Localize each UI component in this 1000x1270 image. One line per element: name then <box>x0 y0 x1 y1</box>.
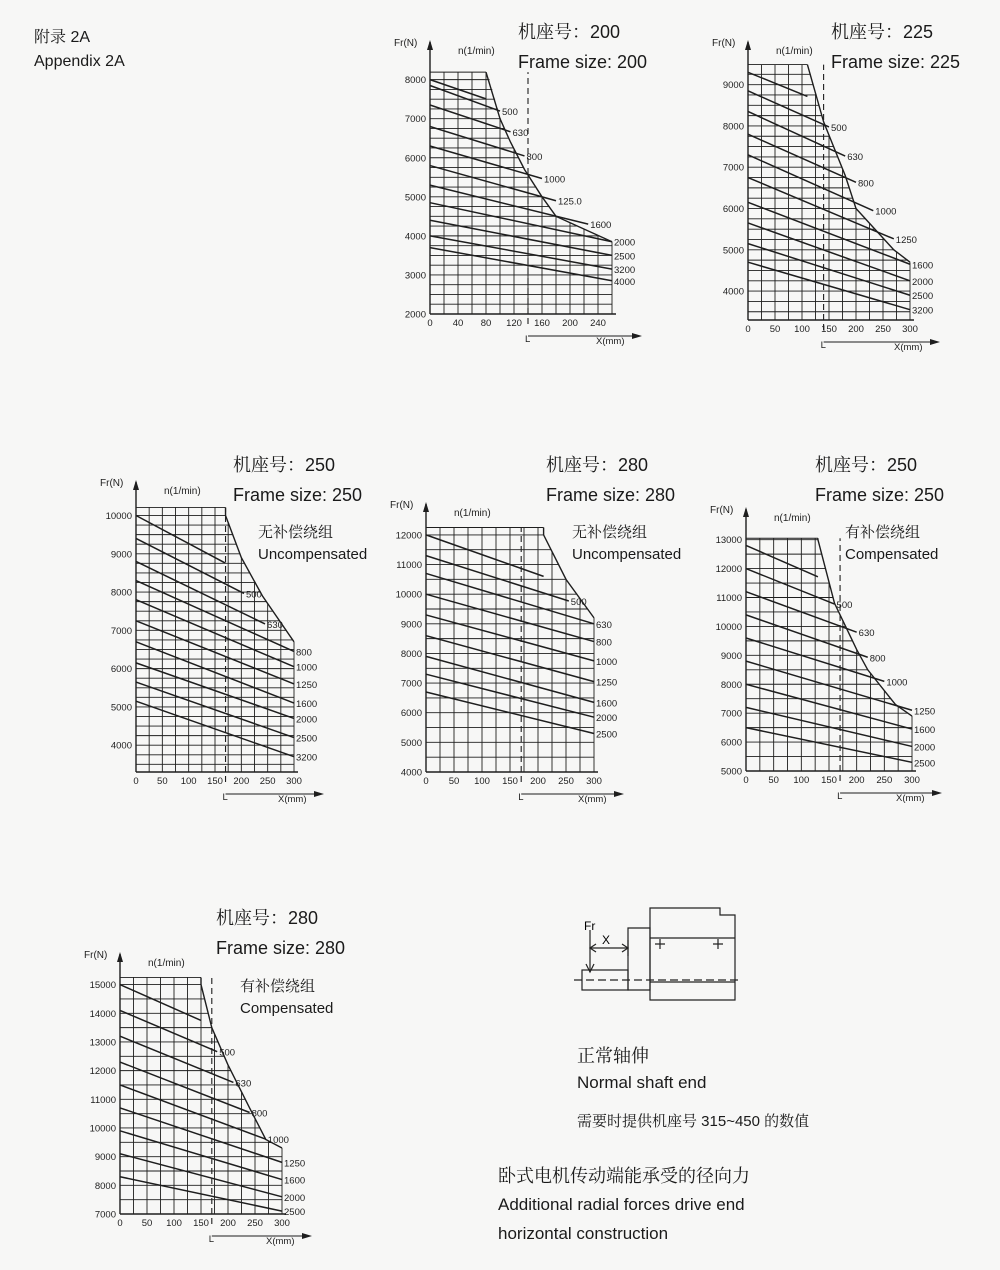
speed-label: 3200 <box>614 265 636 277</box>
x-tick-label: 0 <box>743 775 749 786</box>
y-tick-label: 7000 <box>722 162 744 174</box>
chart-title-zh: 机座号：200 <box>518 22 621 42</box>
x-axis-arrow <box>614 791 624 797</box>
speed-label: 800 <box>251 1108 268 1120</box>
l-label: L <box>525 334 531 345</box>
chart-title-en: Frame size: 250 <box>233 485 363 505</box>
x-tick-label: 50 <box>157 776 168 787</box>
speed-unit-label: n(1/min) <box>776 46 813 57</box>
speed-label: 2500 <box>284 1207 306 1219</box>
chart-subtitle-en: Compensated <box>240 1000 334 1017</box>
x-tick-label: 0 <box>133 776 139 787</box>
y-axis-label: Fr(N) <box>100 478 124 489</box>
x-tick-label: 300 <box>274 1218 290 1229</box>
x-axis-label: X(mm) <box>896 793 925 804</box>
speed-label: 2500 <box>914 758 936 770</box>
y-tick-label: 14000 <box>89 1008 116 1020</box>
y-axis-label: Fr(N) <box>710 505 734 516</box>
x-tick-label: 150 <box>821 775 837 786</box>
speed-label: 1000 <box>267 1135 289 1147</box>
y-tick-label: 11000 <box>396 560 422 572</box>
chart-subtitle-en: Uncompensated <box>572 546 682 563</box>
y-tick-label: 6000 <box>110 664 132 676</box>
x-tick-label: 0 <box>745 324 751 335</box>
y-tick-label: 10000 <box>105 510 132 522</box>
l-label: L <box>222 792 228 803</box>
footer-title-zh: 卧式电机传动端能承受的径向力 <box>498 1166 750 1186</box>
chart-grid <box>748 65 910 320</box>
speed-label: 3200 <box>296 752 318 764</box>
chart-title-en: Frame size: 200 <box>518 52 648 72</box>
x-tick-label: 200 <box>848 775 865 786</box>
y-axis-label: Fr(N) <box>394 38 418 49</box>
y-tick-label: 2000 <box>404 309 426 321</box>
radial-force-chart-frame-200 <box>380 30 636 350</box>
speed-curve <box>746 569 835 604</box>
motor-housing <box>650 908 735 1000</box>
speed-label: 125.0 <box>558 196 582 208</box>
speed-label: 1600 <box>914 725 936 737</box>
speed-curve <box>426 535 544 576</box>
x-label: X <box>602 933 611 947</box>
x-tick-label: 0 <box>117 1218 123 1229</box>
y-tick-label: 8000 <box>722 121 744 133</box>
y-tick-label: 11000 <box>90 1094 116 1106</box>
x-tick-label: 200 <box>530 776 546 787</box>
fr-label: Fr <box>584 919 596 933</box>
chart-title-zh: 机座号：280 <box>546 455 649 475</box>
chart-title-zh: 机座号：280 <box>216 908 319 928</box>
radial-force-chart-frame-280-uncompensated <box>380 490 620 810</box>
x-tick-label: 160 <box>534 318 550 329</box>
y-axis-arrow <box>133 480 139 490</box>
speed-curve <box>430 220 612 255</box>
chart-subtitle-en: Uncompensated <box>258 546 368 563</box>
chart-title-en: Frame size: 225 <box>831 52 961 72</box>
y-tick-label: 15000 <box>89 980 116 992</box>
y-tick-label: 10000 <box>715 621 742 633</box>
diagram-caption-en: Normal shaft end <box>577 1073 707 1092</box>
y-axis-arrow <box>745 40 751 50</box>
x-tick-label: 80 <box>480 318 492 329</box>
y-tick-label: 7000 <box>110 625 132 637</box>
chart-title-zh: 机座号：250 <box>233 455 336 475</box>
x-tick-label: 50 <box>141 1218 153 1229</box>
y-axis-arrow <box>117 952 123 962</box>
speed-label: 3200 <box>912 305 934 317</box>
y-tick-label: 9000 <box>110 549 132 561</box>
x-tick-label: 200 <box>233 776 250 787</box>
y-tick-label: 10000 <box>395 589 422 601</box>
x-axis-label: X(mm) <box>596 336 625 347</box>
x-axis-label: X(mm) <box>894 342 923 353</box>
x-tick-label: 300 <box>286 776 302 787</box>
x-tick-label: 150 <box>821 324 837 335</box>
x-tick-label: 250 <box>247 1218 263 1229</box>
y-tick-label: 4000 <box>722 286 744 298</box>
speed-label: 1250 <box>296 679 318 691</box>
chart-subtitle-zh: 无补偿绕组 <box>572 524 648 541</box>
speed-curve <box>746 545 818 576</box>
speed-label: 500 <box>831 122 847 134</box>
speed-curve <box>430 166 556 201</box>
x-tick-label: 250 <box>259 776 276 787</box>
y-tick-label: 5000 <box>722 245 744 257</box>
radial-force-chart-frame-225 <box>690 30 940 353</box>
speed-label: 2500 <box>296 733 318 745</box>
y-tick-label: 5000 <box>720 766 742 778</box>
x-axis-arrow <box>314 791 324 797</box>
speed-label: 1600 <box>296 699 318 711</box>
chart-title-zh: 机座号：250 <box>815 455 918 475</box>
y-tick-label: 6000 <box>720 737 742 749</box>
l-label: L <box>518 792 524 803</box>
speed-unit-label: n(1/min) <box>454 508 491 519</box>
speed-label: 1000 <box>596 656 618 668</box>
footer-title-en-1: Additional radial forces drive end <box>498 1195 745 1214</box>
speed-label: 800 <box>869 653 886 665</box>
speed-unit-label: n(1/min) <box>148 958 185 969</box>
speed-label: 800 <box>296 647 312 659</box>
appendix-label-en: Appendix 2A <box>34 53 125 70</box>
speed-label: 500 <box>836 600 853 612</box>
y-tick-label: 7000 <box>720 708 742 720</box>
y-axis-arrow <box>743 507 749 517</box>
y-tick-label: 8000 <box>400 648 422 660</box>
x-tick-label: 250 <box>876 775 893 786</box>
speed-label: 500 <box>219 1047 236 1059</box>
chart-grid <box>136 507 294 772</box>
y-tick-label: 8000 <box>404 75 426 87</box>
x-axis-arrow <box>932 790 942 796</box>
speed-label: 4000 <box>614 276 636 288</box>
y-tick-label: 13000 <box>89 1037 116 1049</box>
chart-subtitle-zh: 有补偿绕组 <box>845 524 921 541</box>
chart-title-en: Frame size: 250 <box>815 485 945 505</box>
y-tick-label: 5000 <box>110 702 132 714</box>
x-axis-label: X(mm) <box>278 794 307 805</box>
x-tick-label: 100 <box>794 324 810 335</box>
cross-mark <box>713 939 723 949</box>
x-axis-arrow <box>302 1233 312 1239</box>
chart-title-en: Frame size: 280 <box>216 938 346 958</box>
speed-unit-label: n(1/min) <box>774 513 811 524</box>
x-tick-label: 300 <box>904 775 920 786</box>
diagram-caption-zh: 正常轴伸 <box>577 1046 649 1066</box>
x-tick-label: 150 <box>502 776 518 787</box>
y-tick-label: 11000 <box>716 593 742 605</box>
speed-label: 2000 <box>614 237 636 249</box>
chart-subtitle-en: Compensated <box>845 546 939 563</box>
x-tick-label: 150 <box>193 1218 209 1229</box>
speed-label: 2000 <box>914 742 936 754</box>
y-axis-arrow <box>427 40 433 50</box>
chart-grid <box>746 538 912 771</box>
x-tick-label: 0 <box>427 318 433 329</box>
speed-label: 630 <box>847 152 864 164</box>
y-tick-label: 12000 <box>89 1066 116 1078</box>
x-tick-label: 240 <box>590 318 606 329</box>
speed-label: 2000 <box>912 276 934 288</box>
y-tick-label: 4000 <box>400 767 422 779</box>
x-tick-label: 150 <box>207 776 223 787</box>
x-axis-label: X(mm) <box>578 794 607 805</box>
l-label: L <box>208 1234 215 1245</box>
x-axis-arrow <box>632 333 642 339</box>
x-tick-label: 250 <box>558 776 574 787</box>
speed-label: 2000 <box>296 714 318 726</box>
x-axis-arrow <box>930 339 940 345</box>
l-label: L <box>837 791 843 802</box>
x-tick-label: 100 <box>166 1218 182 1229</box>
shaft-end-diagram <box>570 900 745 1030</box>
speed-label: 500 <box>245 589 262 601</box>
x-tick-label: 250 <box>875 324 891 335</box>
speed-unit-label: n(1/min) <box>164 486 201 497</box>
x-tick-label: 200 <box>220 1218 236 1229</box>
y-tick-label: 10000 <box>89 1123 116 1135</box>
speed-label: 630 <box>267 619 283 631</box>
speed-label: 2000 <box>596 713 618 725</box>
speed-label: 2500 <box>596 729 618 741</box>
speed-label: 1000 <box>875 206 897 218</box>
x-tick-label: 200 <box>848 324 864 335</box>
y-axis-label: Fr(N) <box>84 950 108 961</box>
y-tick-label: 9000 <box>94 1152 116 1164</box>
speed-label: 1250 <box>596 677 618 689</box>
x-tick-label: 100 <box>474 776 490 787</box>
x-tick-label: 40 <box>452 318 464 329</box>
y-tick-label: 12000 <box>395 530 422 542</box>
x-axis-label: X(mm) <box>266 1236 295 1247</box>
y-tick-label: 13000 <box>715 535 742 547</box>
y-tick-label: 7000 <box>400 678 422 690</box>
y-axis-arrow <box>423 502 429 512</box>
y-tick-label: 9000 <box>400 619 422 631</box>
speed-label: 500 <box>502 107 518 119</box>
speed-label: 1250 <box>284 1158 306 1170</box>
chart-title-en: Frame size: 280 <box>546 485 676 505</box>
envelope-boundary <box>818 538 912 716</box>
speed-label: 1000 <box>296 662 318 674</box>
speed-label: 1600 <box>284 1175 306 1187</box>
y-tick-label: 9000 <box>722 80 744 92</box>
speed-label: 1000 <box>886 677 908 689</box>
chart-subtitle-zh: 有补偿绕组 <box>240 978 316 995</box>
radial-force-chart-frame-250-compensated <box>690 495 950 810</box>
y-tick-label: 6000 <box>400 708 422 720</box>
x-tick-label: 300 <box>902 324 918 335</box>
speed-label: 500 <box>570 596 587 608</box>
chart-subtitle-zh: 无补偿绕组 <box>258 524 334 541</box>
speed-label: 2500 <box>614 251 636 263</box>
speed-curve <box>120 1010 217 1051</box>
diagram-note: 需要时提供机座号 315~450 的数值 <box>577 1113 810 1130</box>
speed-label: 1600 <box>590 220 612 232</box>
appendix-label-zh: 附录 2A <box>34 29 91 46</box>
speed-label: 1250 <box>895 234 917 246</box>
radial-force-chart-frame-280-compensated <box>70 930 330 1250</box>
speed-curve <box>120 1085 266 1139</box>
x-tick-label: 200 <box>562 318 578 329</box>
footer-title-en-2: horizontal construction <box>498 1224 669 1243</box>
speed-label: 2000 <box>284 1192 306 1204</box>
y-tick-label: 12000 <box>715 564 742 576</box>
speed-label: 800 <box>596 637 612 649</box>
y-tick-label: 6000 <box>722 204 744 216</box>
y-tick-label: 7000 <box>404 114 426 126</box>
chart-title-zh: 机座号：225 <box>831 22 934 42</box>
y-axis-label: Fr(N) <box>390 500 414 511</box>
speed-label: 1600 <box>596 698 618 710</box>
speed-label: 630 <box>235 1078 252 1090</box>
x-tick-label: 0 <box>423 776 429 787</box>
speed-label: 1000 <box>544 174 566 186</box>
speed-label: 800 <box>526 151 543 163</box>
x-tick-label: 120 <box>506 318 522 329</box>
x-tick-label: 100 <box>180 776 197 787</box>
y-tick-label: 8000 <box>720 679 742 691</box>
y-tick-label: 9000 <box>720 650 742 662</box>
y-tick-label: 4000 <box>404 231 426 243</box>
y-tick-label: 8000 <box>110 587 132 599</box>
y-tick-label: 6000 <box>404 153 426 165</box>
y-tick-label: 5000 <box>404 192 426 204</box>
speed-label: 800 <box>858 178 874 190</box>
chart-grid <box>430 72 612 314</box>
x-tick-label: 50 <box>769 324 781 335</box>
speed-label: 630 <box>596 619 612 631</box>
radial-force-chart-frame-250-uncompensated <box>90 470 340 810</box>
x-tick-label: 50 <box>768 775 779 786</box>
y-tick-label: 5000 <box>400 737 422 749</box>
speed-label: 1250 <box>914 706 936 718</box>
l-label: L <box>820 340 826 351</box>
envelope-boundary <box>807 65 910 263</box>
speed-label: 2500 <box>912 291 934 303</box>
speed-label: 1600 <box>912 260 934 272</box>
motor-flange <box>628 928 650 990</box>
speed-curve <box>120 1036 236 1082</box>
speed-curve <box>748 155 873 211</box>
chart-grid <box>120 977 282 1214</box>
x-tick-label: 300 <box>586 776 602 787</box>
y-tick-label: 7000 <box>94 1209 116 1221</box>
cross-mark <box>655 939 665 949</box>
x-tick-label: 100 <box>793 775 810 786</box>
y-tick-label: 3000 <box>404 270 426 282</box>
speed-label: 630 <box>512 127 529 139</box>
speed-label: 630 <box>858 628 875 640</box>
y-tick-label: 8000 <box>94 1180 116 1192</box>
y-axis-label: Fr(N) <box>712 38 736 49</box>
speed-unit-label: n(1/min) <box>458 46 495 57</box>
y-tick-label: 4000 <box>110 740 132 752</box>
x-tick-label: 50 <box>448 776 460 787</box>
